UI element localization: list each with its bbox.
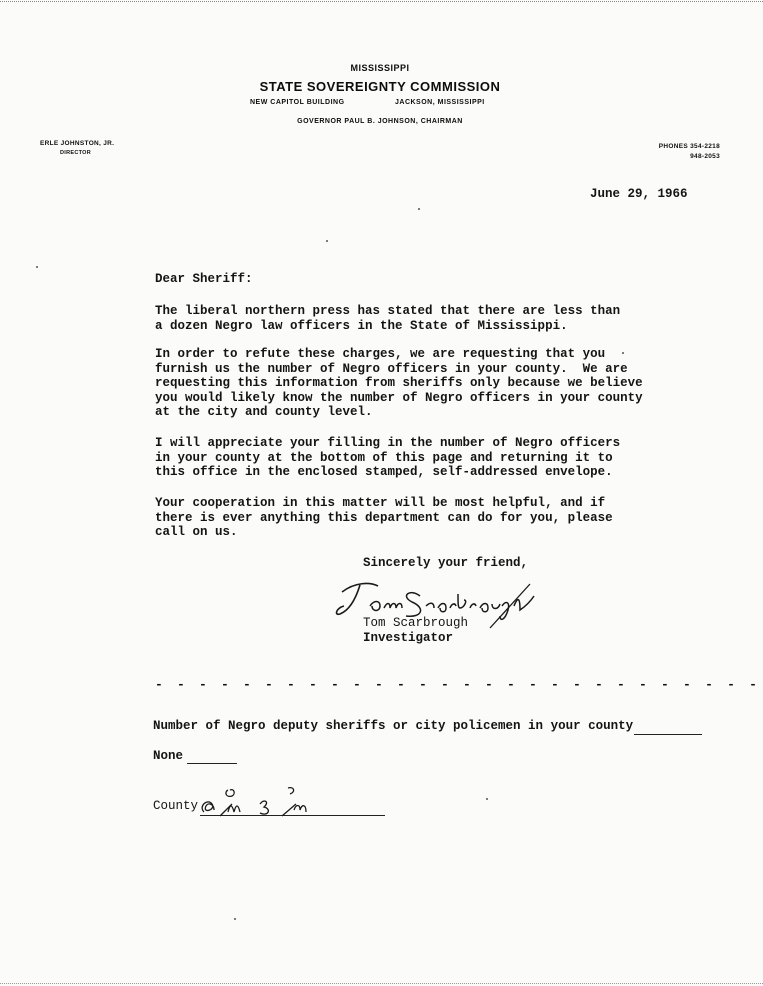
cut-line: - - - - - - - - - - - - - - - - - - - - - - - - - - - - xyxy=(155,677,761,692)
director-title: DIRECTOR xyxy=(60,150,92,156)
director-name: ERLE JOHNSTON, JR. xyxy=(40,140,115,147)
letterhead-building: NEW CAPITOL BUILDING xyxy=(250,99,345,106)
closing: Sincerely your friend, xyxy=(363,556,529,570)
letterhead-state: MISSISSIPPI xyxy=(350,63,410,73)
scan-speck xyxy=(418,208,420,210)
signer-name: Tom Scarbrough xyxy=(363,616,469,630)
paragraph-1: The liberal northern press has stated that there are less than a dozen Negro law officers in the State of Mississippi. xyxy=(155,304,621,333)
paragraph-4: Your cooperation in this matter will be most helpful, and if there is ever anything this department can do for you, please call on us. xyxy=(155,496,613,539)
letterhead-organization: STATE SOVEREIGNTY COMMISSION xyxy=(259,79,501,94)
form-question: Number of Negro deputy sheriffs or city policemen in your county xyxy=(153,719,634,733)
form-answer: None xyxy=(153,749,184,763)
paragraph-2: In order to refute these charges, we are requesting that you furnish us the number of Negro officers in your county. We are requesting this information from sheriffs only because we believe you would likely know the number of Negro officers in your county at the city and county level. xyxy=(155,347,643,419)
phones-line-2: 948-2053 xyxy=(690,153,720,160)
paragraph-3: I will appreciate your filling in the number of Negro officers in your county at the bottom of this page and returning it to this office in the enclosed stamped, self-addressed envelope. xyxy=(155,436,621,479)
question-answer-blank[interactable] xyxy=(634,734,702,735)
scan-speck xyxy=(234,918,236,920)
letterhead-city: JACKSON, MISSISSIPPI xyxy=(395,99,485,106)
scan-speck xyxy=(36,266,38,268)
scan-edge-bottom xyxy=(0,983,763,984)
scan-speck xyxy=(622,352,624,354)
scan-speck xyxy=(326,240,328,242)
scan-edge-top xyxy=(0,1,763,2)
scan-speck xyxy=(486,798,488,800)
letter-date: June 29, 1966 xyxy=(590,187,688,201)
phones-line-1: PHONES 354-2218 xyxy=(658,143,720,150)
answer-underline xyxy=(187,763,237,764)
letterhead-governor: GOVERNOR PAUL B. JOHNSON, CHAIRMAN xyxy=(297,118,463,125)
salutation: Dear Sheriff: xyxy=(155,272,253,286)
county-handwriting xyxy=(198,782,348,820)
signer-title: Investigator xyxy=(363,631,454,645)
county-label: County xyxy=(153,799,199,813)
